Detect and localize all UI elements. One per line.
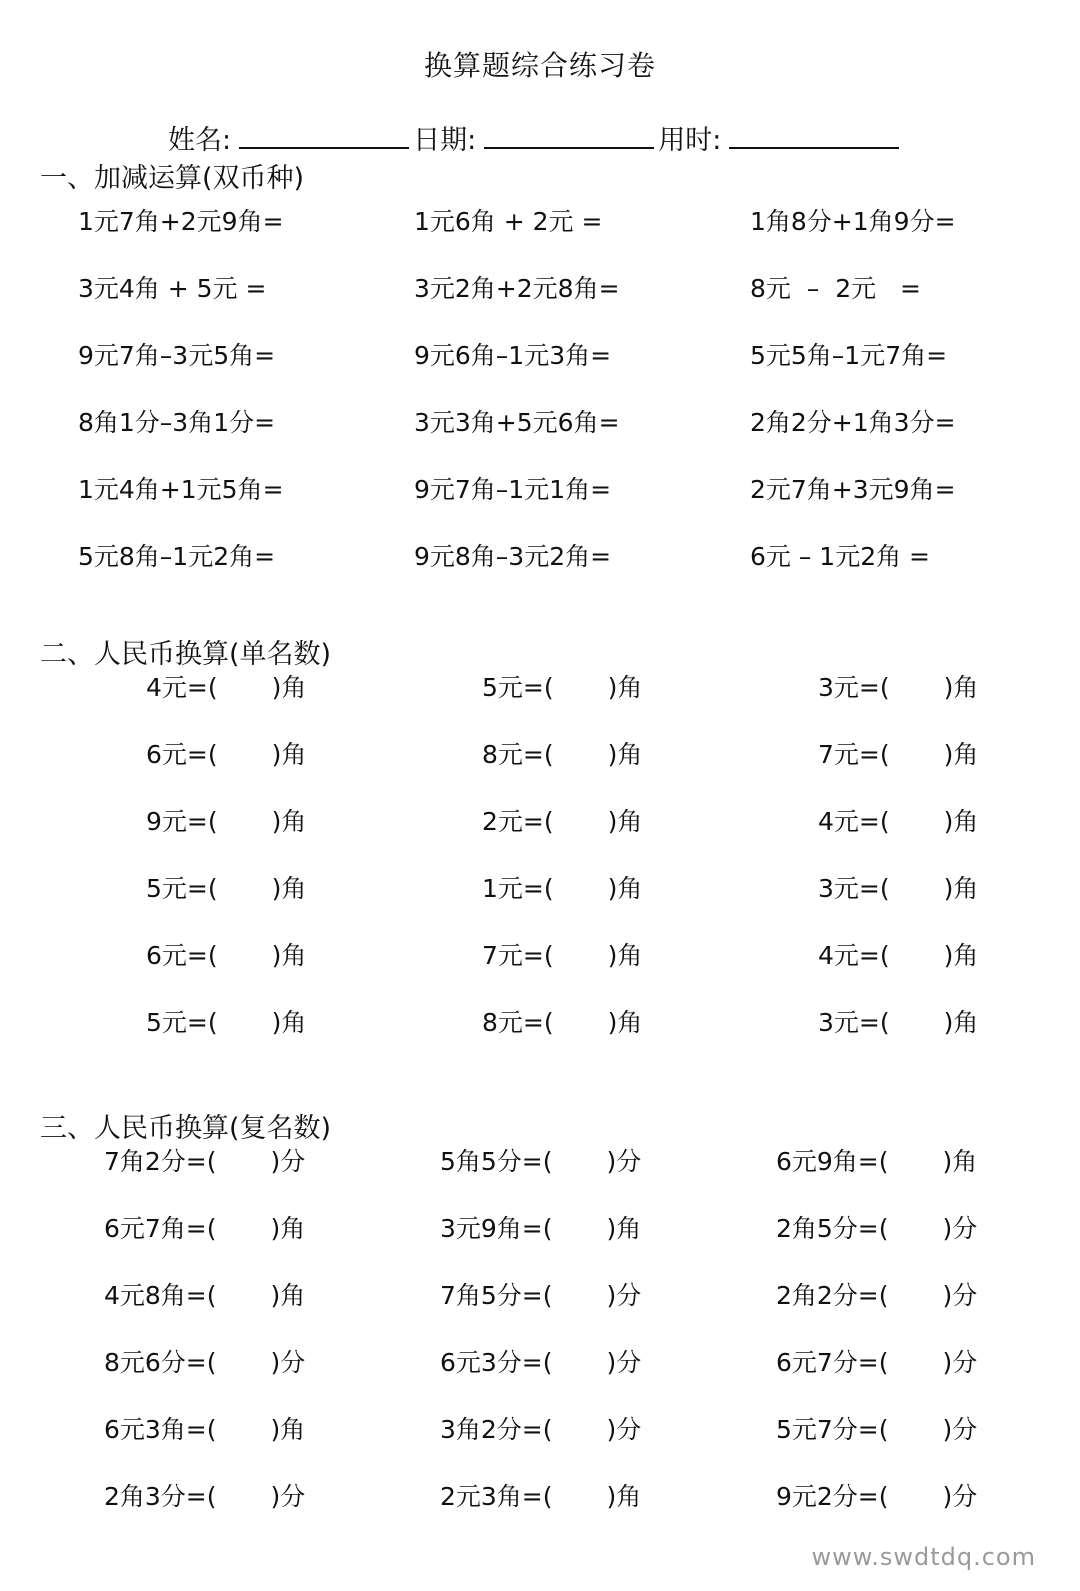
conversion-right: )角 [606,1482,642,1511]
problem-row [0,1276,1080,1316]
conversion-left: 3元=( [818,874,890,903]
conversion-right: )角 [270,1214,306,1243]
conversion-left: 2元=( [482,807,554,836]
conversion-left: 5元7分=( [776,1415,889,1444]
problem-row [0,269,1080,309]
problem-row [0,1142,1080,1182]
conversion-right: )分 [942,1281,978,1310]
conversion-left: 6元=( [146,740,218,769]
conversion-left: 3元9角=( [440,1214,553,1243]
conversion-problem [482,869,642,905]
conversion-problem [440,1209,641,1245]
arithmetic-problem: 5元8角–1元2角= [78,542,276,571]
conversion-problem [440,1410,641,1446]
conversion-problem [146,735,306,771]
name-label: 姓名: [168,125,232,156]
conversion-problem [818,936,978,972]
conversion-right: )分 [942,1214,978,1243]
conversion-left: 8元6分=( [104,1348,217,1377]
conversion-left: 2角5分=( [776,1214,889,1243]
conversion-right: )角 [607,1008,643,1037]
arithmetic-problem: 3元3角+5元6角= [414,408,620,437]
arithmetic-problem: 9元6角–1元3角= [414,341,612,370]
conversion-right: )角 [271,941,307,970]
conversion-right: )角 [271,740,307,769]
conversion-problem [146,668,306,704]
conversion-left: 3元=( [818,673,890,702]
conversion-right: )角 [607,740,643,769]
problem-row [0,735,1080,775]
page-title: 换算题综合练习卷 [423,49,656,82]
arithmetic-problem: 9元8角–3元2角= [414,542,612,571]
conversion-problem [146,936,306,972]
problem-row [0,336,1080,376]
problem-row [0,1410,1080,1450]
arithmetic-problem: 9元7角–1元1角= [414,475,612,504]
conversion-problem [482,668,642,704]
conversion-problem [776,1343,977,1379]
problem-row [0,1003,1080,1043]
section-1-title: 一、加减运算(双币种) [40,163,305,194]
conversion-right: )角 [271,807,307,836]
conversion-left: 3元=( [818,1008,890,1037]
watermark: www.swdtdq.com [811,1543,1036,1571]
arithmetic-problem: 2角2分+1角3分= [750,408,956,437]
problem-row [0,936,1080,976]
conversion-problem [104,1477,305,1513]
time-label: 用时: [658,125,722,156]
conversion-problem [104,1276,305,1312]
arithmetic-problem: 1角8分+1角9分= [750,207,956,236]
conversion-left: 4元=( [818,941,890,970]
arithmetic-problem: 1元7角+2元9角= [78,207,284,236]
conversion-problem [146,869,306,905]
conversion-right: )角 [271,1008,307,1037]
conversion-right: )角 [943,874,979,903]
conversion-problem [776,1209,977,1245]
conversion-left: 3角2分=( [440,1415,553,1444]
conversion-right: )分 [606,1415,642,1444]
conversion-problem [776,1477,977,1513]
conversion-problem [776,1142,977,1178]
conversion-left: 2角3分=( [104,1482,217,1511]
name-blank[interactable] [239,125,409,149]
conversion-left: 6元7分=( [776,1348,889,1377]
conversion-right: )分 [270,1147,306,1176]
conversion-right: )角 [270,1415,306,1444]
problem-row [0,1343,1080,1383]
arithmetic-problem: 8元 – 2元 = [750,274,921,303]
conversion-right: )分 [942,1415,978,1444]
problem-row [0,1477,1080,1517]
date-label: 日期: [413,125,477,156]
conversion-problem [818,1003,978,1039]
conversion-left: 8元=( [482,740,554,769]
conversion-right: )分 [942,1482,978,1511]
conversion-right: )角 [607,807,643,836]
conversion-right: )角 [943,1008,979,1037]
conversion-left: 2元3角=( [440,1482,553,1511]
conversion-problem [104,1410,305,1446]
conversion-right: )角 [607,874,643,903]
conversion-right: )角 [606,1214,642,1243]
conversion-left: 4元=( [146,673,218,702]
conversion-problem [104,1209,305,1245]
conversion-left: 8元=( [482,1008,554,1037]
conversion-left: 1元=( [482,874,554,903]
conversion-right: )分 [270,1482,306,1511]
problem-row [0,403,1080,443]
conversion-problem [482,735,642,771]
arithmetic-problem: 5元5角–1元7角= [750,341,948,370]
conversion-left: 6元3分=( [440,1348,553,1377]
conversion-problem [482,936,642,972]
conversion-problem [482,1003,642,1039]
conversion-right: )角 [943,941,979,970]
conversion-left: 7元=( [818,740,890,769]
conversion-problem [146,1003,306,1039]
problem-row [0,537,1080,577]
arithmetic-problem: 8角1分–3角1分= [78,408,276,437]
conversion-right: )角 [943,673,979,702]
conversion-problem [440,1142,641,1178]
conversion-problem [776,1410,977,1446]
arithmetic-problem: 2元7角+3元9角= [750,475,956,504]
arithmetic-problem: 1元6角 + 2元 = [414,207,603,236]
arithmetic-problem: 6元 – 1元2角 = [750,542,931,571]
conversion-left: 6元9角=( [776,1147,889,1176]
conversion-problem [440,1343,641,1379]
conversion-right: )分 [606,1147,642,1176]
date-blank[interactable] [484,125,654,149]
conversion-left: 5元=( [146,874,218,903]
conversion-problem [818,735,978,771]
conversion-left: 5角5分=( [440,1147,553,1176]
conversion-problem [440,1477,641,1513]
conversion-left: 9元2分=( [776,1482,889,1511]
conversion-left: 5元=( [146,1008,218,1037]
conversion-right: )角 [271,673,307,702]
conversion-right: )分 [270,1348,306,1377]
conversion-left: 6元7角=( [104,1214,217,1243]
problem-row [0,470,1080,510]
conversion-left: 4元=( [818,807,890,836]
problem-row [0,668,1080,708]
conversion-problem [482,802,642,838]
conversion-right: )角 [943,740,979,769]
conversion-left: 6元3角=( [104,1415,217,1444]
conversion-left: 6元=( [146,941,218,970]
conversion-problem [818,668,978,704]
conversion-problem [104,1142,305,1178]
problem-row [0,202,1080,242]
conversion-right: )角 [270,1281,306,1310]
conversion-right: )角 [942,1147,978,1176]
conversion-left: 7角5分=( [440,1281,553,1310]
conversion-right: )角 [607,673,643,702]
conversion-problem [440,1276,641,1312]
arithmetic-problem: 9元7角–3元5角= [78,341,276,370]
section-3-title: 三、人民币换算(复名数) [40,1113,332,1144]
conversion-left: 9元=( [146,807,218,836]
conversion-problem [818,802,978,838]
conversion-problem [818,869,978,905]
arithmetic-problem: 3元2角+2元8角= [414,274,620,303]
conversion-right: )分 [606,1281,642,1310]
conversion-left: 2角2分=( [776,1281,889,1310]
problem-row [0,802,1080,842]
conversion-left: 7角2分=( [104,1147,217,1176]
conversion-problem [104,1343,305,1379]
conversion-right: )角 [943,807,979,836]
conversion-left: 4元8角=( [104,1281,217,1310]
problem-row [0,869,1080,909]
conversion-problem [776,1276,977,1312]
section-2-title: 二、人民币换算(单名数) [40,639,332,670]
time-blank[interactable] [729,125,899,149]
conversion-left: 5元=( [482,673,554,702]
conversion-right: )角 [271,874,307,903]
conversion-left: 7元=( [482,941,554,970]
conversion-problem [146,802,306,838]
arithmetic-problem: 3元4角 + 5元 = [78,274,267,303]
conversion-right: )分 [942,1348,978,1377]
student-info-line [168,118,903,157]
conversion-right: )分 [606,1348,642,1377]
problem-row [0,1209,1080,1249]
arithmetic-problem: 1元4角+1元5角= [78,475,284,504]
conversion-right: )角 [607,941,643,970]
